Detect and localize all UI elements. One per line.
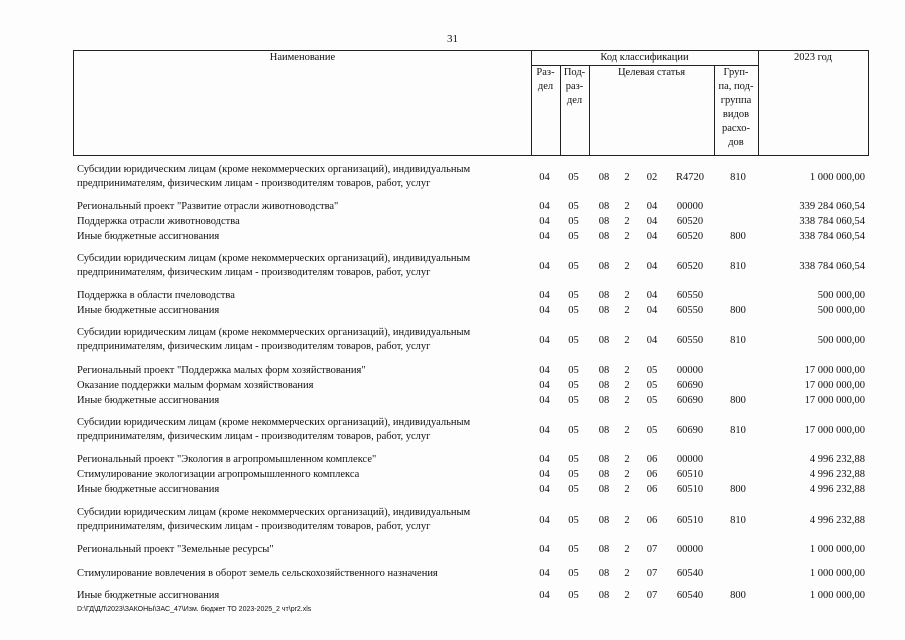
cell-rz: 04 xyxy=(539,544,550,555)
cell-c3: 06 xyxy=(646,454,658,465)
cell-amount: 338 784 060,54 xyxy=(799,216,865,227)
cell-pr: 05 xyxy=(568,515,579,526)
cell-c4: R4720 xyxy=(675,172,704,183)
row-name xyxy=(77,416,527,444)
cell-c2: 2 xyxy=(624,231,630,242)
row-name xyxy=(77,289,527,303)
cell-c3: 07 xyxy=(646,590,658,601)
cell-pr: 05 xyxy=(568,568,579,579)
row-name-line: Оказание поддержки малым формам хозяйствования xyxy=(77,380,314,391)
cell-rz: 04 xyxy=(539,484,550,495)
cell-amount: 1 000 000,00 xyxy=(809,568,865,579)
cell-pr: 05 xyxy=(568,365,579,376)
row-name-line: Субсидии юридическим лицам (кроме некоммерческих организаций), индивидуальным xyxy=(77,164,471,175)
cell-amount: 1 000 000,00 xyxy=(809,590,865,601)
header-subsection-line: раз- xyxy=(565,81,584,92)
cell-c3: 04 xyxy=(646,290,658,301)
cell-vr: 810 xyxy=(730,515,746,526)
cell-c1: 08 xyxy=(598,425,610,436)
cell-c4: 60520 xyxy=(676,216,704,227)
row-name xyxy=(77,543,527,557)
row-name xyxy=(77,483,527,497)
cell-pr: 05 xyxy=(568,590,579,601)
row-name-line: Региональный проект "Поддержка малых форм хозяйствования" xyxy=(77,365,366,376)
header-expense-group-line: па, под- xyxy=(718,81,754,92)
cell-c2: 2 xyxy=(624,305,630,316)
row-name-line: предпринимателям, физическим лицам - производителям товаров, работ, услуг xyxy=(77,267,431,278)
cell-pr: 05 xyxy=(568,544,579,555)
header-subsection-line: Под- xyxy=(563,67,586,78)
cell-c2: 2 xyxy=(624,568,630,579)
cell-rz: 04 xyxy=(539,305,550,316)
header-subsection xyxy=(560,66,589,108)
cell-rz: 04 xyxy=(539,454,550,465)
cell-c1: 08 xyxy=(598,590,610,601)
cell-amount: 4 996 232,88 xyxy=(809,469,865,480)
cell-amount: 17 000 000,00 xyxy=(804,380,865,391)
row-name-line: Субсидии юридическим лицам (кроме некоммерческих организаций), индивидуальным xyxy=(77,417,471,428)
cell-vr: 810 xyxy=(730,335,746,346)
row-name-line: Иные бюджетные ассигнования xyxy=(77,231,220,242)
row-name-line: Субсидии юридическим лицам (кроме некоммерческих организаций), индивидуальным xyxy=(77,327,471,338)
cell-c3: 07 xyxy=(646,568,658,579)
row-name-line: предпринимателям, физическим лицам - производителям товаров, работ, услуг xyxy=(77,178,431,189)
row-name-line: Иные бюджетные ассигнования xyxy=(77,590,220,601)
cell-c1: 08 xyxy=(598,484,610,495)
cell-amount: 17 000 000,00 xyxy=(804,365,865,376)
cell-amount: 338 784 060,54 xyxy=(799,231,865,242)
cell-c1: 08 xyxy=(598,305,610,316)
cell-c2: 2 xyxy=(624,590,630,601)
row-name xyxy=(77,304,527,318)
cell-amount: 339 284 060,54 xyxy=(799,201,865,212)
cell-c3: 04 xyxy=(646,231,658,242)
cell-rz: 04 xyxy=(539,590,550,601)
cell-c4: 60540 xyxy=(676,568,704,579)
cell-pr: 05 xyxy=(568,172,579,183)
cell-c4: 60540 xyxy=(676,590,704,601)
row-name-line: Субсидии юридическим лицам (кроме некоммерческих организаций), индивидуальным xyxy=(77,253,471,264)
cell-amount: 1 000 000,00 xyxy=(809,544,865,555)
cell-pr: 05 xyxy=(568,484,579,495)
row-name xyxy=(77,364,527,378)
cell-c2: 2 xyxy=(624,395,630,406)
cell-c4: 00000 xyxy=(676,365,704,376)
row-name-line: Субсидии юридическим лицам (кроме некоммерческих организаций), индивидуальным xyxy=(77,507,471,518)
cell-rz: 04 xyxy=(539,261,550,272)
cell-c1: 08 xyxy=(598,290,610,301)
cell-vr: 810 xyxy=(730,261,746,272)
cell-c2: 2 xyxy=(624,469,630,480)
row-name xyxy=(77,200,527,214)
header-section xyxy=(531,66,560,94)
cell-c4: 60520 xyxy=(676,261,704,272)
cell-c4: 60550 xyxy=(676,305,704,316)
cell-vr: 800 xyxy=(730,231,746,242)
cell-rz: 04 xyxy=(539,201,550,212)
cell-c1: 08 xyxy=(598,380,610,391)
cell-c3: 04 xyxy=(646,261,658,272)
cell-pr: 05 xyxy=(568,454,579,465)
header-expense-group-line: Груп- xyxy=(723,67,749,78)
row-name-line: Иные бюджетные ассигнования xyxy=(77,305,220,316)
cell-c2: 2 xyxy=(624,335,630,346)
cell-c3: 04 xyxy=(646,201,658,212)
row-name xyxy=(77,589,527,603)
row-name-line: предпринимателям, физическим лицам - производителям товаров, работ, услуг xyxy=(77,431,431,442)
cell-pr: 05 xyxy=(568,201,579,212)
row-name-line: Поддержка отрасли животноводства xyxy=(77,216,240,227)
cell-c4: 60520 xyxy=(676,231,704,242)
cell-amount: 4 996 232,88 xyxy=(809,454,865,465)
cell-c1: 08 xyxy=(598,454,610,465)
header-section-line: дел xyxy=(537,81,554,92)
cell-amount: 1 000 000,00 xyxy=(809,172,865,183)
cell-vr: 810 xyxy=(730,425,746,436)
header-expense-group xyxy=(714,66,758,150)
header-subsection-line: дел xyxy=(566,95,583,106)
header-name: Наименование xyxy=(269,52,336,63)
page-number: 31 xyxy=(447,33,458,45)
cell-c2: 2 xyxy=(624,365,630,376)
cell-amount: 500 000,00 xyxy=(817,305,865,316)
cell-amount: 338 784 060,54 xyxy=(799,261,865,272)
cell-c2: 2 xyxy=(624,515,630,526)
cell-c2: 2 xyxy=(624,216,630,227)
cell-rz: 04 xyxy=(539,469,550,480)
cell-vr: 800 xyxy=(730,395,746,406)
cell-pr: 05 xyxy=(568,469,579,480)
cell-pr: 05 xyxy=(568,216,579,227)
cell-c4: 60690 xyxy=(676,425,704,436)
cell-c4: 60690 xyxy=(676,380,704,391)
row-name-line: предпринимателям, физическим лицам - производителям товаров, работ, услуг xyxy=(77,521,431,532)
table-header xyxy=(73,50,869,156)
cell-c3: 04 xyxy=(646,305,658,316)
header-section-line: Раз- xyxy=(536,67,555,78)
row-name-line: Стимулирование вовлечения в оборот земель сельскохозяйственного назначения xyxy=(77,568,438,579)
cell-c1: 08 xyxy=(598,216,610,227)
cell-c3: 06 xyxy=(646,515,658,526)
row-name-line: Поддержка в области пчеловодства xyxy=(77,290,235,301)
cell-c1: 08 xyxy=(598,201,610,212)
file-path-footer: D:\ГД\ДЛ\2023\ЗАКОНЫ\ЗАС_47\Изм. бюджет ТО 2023-2025_2 чт\pr2.xls xyxy=(77,606,312,613)
cell-c2: 2 xyxy=(624,544,630,555)
cell-c2: 2 xyxy=(624,172,630,183)
cell-amount: 4 996 232,88 xyxy=(809,515,865,526)
cell-c4: 00000 xyxy=(676,201,704,212)
cell-c2: 2 xyxy=(624,261,630,272)
cell-c1: 08 xyxy=(598,261,610,272)
header-expense-group-line: группа xyxy=(720,95,752,106)
cell-c3: 05 xyxy=(646,425,658,436)
row-name-line: Региональный проект "Развитие отрасли животноводства" xyxy=(77,201,339,212)
cell-c2: 2 xyxy=(624,454,630,465)
row-name xyxy=(77,468,527,482)
cell-rz: 04 xyxy=(539,216,550,227)
cell-c4: 60690 xyxy=(676,395,704,406)
cell-c4: 00000 xyxy=(676,544,704,555)
cell-pr: 05 xyxy=(568,231,579,242)
cell-amount: 17 000 000,00 xyxy=(804,425,865,436)
header-expense-group-line: видов xyxy=(722,109,750,120)
row-name xyxy=(77,379,527,393)
row-name-line: Стимулирование экологизации агропромышленного комплекса xyxy=(77,469,360,480)
cell-c3: 06 xyxy=(646,484,658,495)
row-name xyxy=(77,453,527,467)
header-target-article: Целевая статья xyxy=(617,67,686,78)
cell-c2: 2 xyxy=(624,425,630,436)
row-name-line: предпринимателям, физическим лицам - производителям товаров, работ, услуг xyxy=(77,341,431,352)
cell-c3: 06 xyxy=(646,469,658,480)
cell-vr: 800 xyxy=(730,305,746,316)
cell-rz: 04 xyxy=(539,172,550,183)
header-classification: Код классификации xyxy=(600,52,689,63)
cell-c1: 08 xyxy=(598,395,610,406)
cell-c1: 08 xyxy=(598,335,610,346)
cell-c4: 60510 xyxy=(676,469,704,480)
cell-rz: 04 xyxy=(539,425,550,436)
header-expense-group-line: расхо- xyxy=(721,123,751,134)
row-name xyxy=(77,394,527,408)
cell-c3: 05 xyxy=(646,380,658,391)
cell-c3: 04 xyxy=(646,216,658,227)
cell-c4: 60550 xyxy=(676,290,704,301)
cell-c2: 2 xyxy=(624,380,630,391)
cell-c3: 04 xyxy=(646,335,658,346)
cell-c1: 08 xyxy=(598,172,610,183)
cell-rz: 04 xyxy=(539,395,550,406)
row-name-line: Иные бюджетные ассигнования xyxy=(77,484,220,495)
row-name xyxy=(77,215,527,229)
row-name xyxy=(77,252,527,280)
cell-vr: 800 xyxy=(730,484,746,495)
cell-pr: 05 xyxy=(568,261,579,272)
cell-rz: 04 xyxy=(539,290,550,301)
cell-c1: 08 xyxy=(598,469,610,480)
header-expense-group-line: дов xyxy=(728,137,744,148)
cell-rz: 04 xyxy=(539,231,550,242)
cell-amount: 17 000 000,00 xyxy=(804,395,865,406)
cell-pr: 05 xyxy=(568,335,579,346)
cell-c4: 60550 xyxy=(676,335,704,346)
cell-pr: 05 xyxy=(568,395,579,406)
cell-vr: 800 xyxy=(730,590,746,601)
row-name xyxy=(77,230,527,244)
cell-c1: 08 xyxy=(598,365,610,376)
cell-c2: 2 xyxy=(624,484,630,495)
row-name xyxy=(77,163,527,191)
cell-c1: 08 xyxy=(598,568,610,579)
cell-c1: 08 xyxy=(598,231,610,242)
header-year: 2023 год xyxy=(794,52,832,63)
cell-amount: 500 000,00 xyxy=(817,290,865,301)
row-name xyxy=(77,567,527,581)
cell-pr: 05 xyxy=(568,425,579,436)
cell-vr: 810 xyxy=(730,172,746,183)
cell-c4: 00000 xyxy=(676,454,704,465)
cell-amount: 4 996 232,88 xyxy=(809,484,865,495)
cell-c1: 08 xyxy=(598,515,610,526)
cell-rz: 04 xyxy=(539,568,550,579)
cell-rz: 04 xyxy=(539,515,550,526)
cell-pr: 05 xyxy=(568,380,579,391)
cell-c4: 60510 xyxy=(676,484,704,495)
cell-c3: 05 xyxy=(646,395,658,406)
cell-c4: 60510 xyxy=(676,515,704,526)
cell-rz: 04 xyxy=(539,365,550,376)
row-name xyxy=(77,506,527,534)
cell-amount: 500 000,00 xyxy=(817,335,865,346)
cell-pr: 05 xyxy=(568,290,579,301)
cell-c3: 05 xyxy=(646,365,658,376)
row-name-line: Региональный проект "Экология в агропромышленном комплексе" xyxy=(77,454,377,465)
row-name-line: Иные бюджетные ассигнования xyxy=(77,395,220,406)
row-name-line: Региональный проект "Земельные ресурсы" xyxy=(77,544,274,555)
cell-pr: 05 xyxy=(568,305,579,316)
cell-c2: 2 xyxy=(624,201,630,212)
row-name xyxy=(77,326,527,354)
cell-c2: 2 xyxy=(624,290,630,301)
cell-c1: 08 xyxy=(598,544,610,555)
cell-c3: 07 xyxy=(646,544,658,555)
cell-rz: 04 xyxy=(539,335,550,346)
cell-rz: 04 xyxy=(539,380,550,391)
cell-c3: 02 xyxy=(646,172,658,183)
